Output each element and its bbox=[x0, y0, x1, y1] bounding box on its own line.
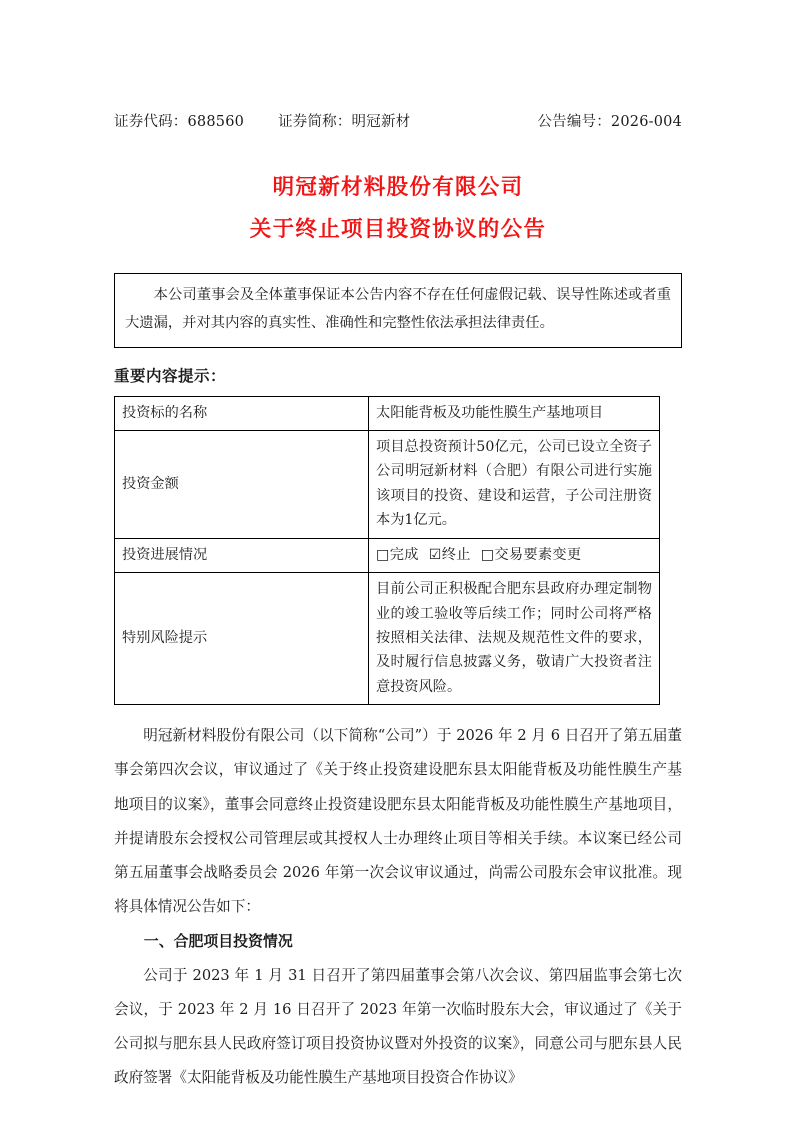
row-value-progress bbox=[369, 538, 660, 572]
table-row bbox=[115, 396, 660, 430]
row-value-amount: 项目总投资预计50亿元，公司已设立全资子公司明冠新材料（合肥）有限公司进行实施该项目的投资、建设和运营，子公司注册资本为1亿元。 bbox=[369, 431, 660, 539]
row-label-risk: 特别风险提示 bbox=[115, 573, 369, 705]
title-line-company: 明冠新材料股份有限公司 bbox=[272, 175, 524, 200]
document-body bbox=[114, 719, 682, 1095]
bulletin-number: 公告编号：2026-004 bbox=[537, 114, 682, 130]
title-line-subject: 关于终止项目投资协议的公告 bbox=[249, 216, 547, 242]
checkbox-option-complete[interactable] bbox=[376, 547, 419, 563]
section-heading-1: 一、合肥项目投资情况 bbox=[143, 932, 293, 951]
progress-options bbox=[376, 547, 581, 563]
document-header bbox=[114, 110, 682, 131]
security-code: 证券代码：688560 bbox=[114, 114, 245, 130]
row-label-target-name: 投资标的名称 bbox=[115, 396, 369, 430]
checkbox-label-elements-changed: 交易要素变更 bbox=[494, 546, 582, 563]
table-row bbox=[115, 431, 660, 539]
disclaimer-text: 本公司董事会及全体董事保证本公告内容不存在任何虚假记载、误导性陈述或者重大遗漏，并对其内容的真实性、准确性和完整性依法承担法律责任。 bbox=[125, 286, 671, 331]
checkbox-option-elements-changed[interactable] bbox=[481, 547, 582, 563]
table-row bbox=[115, 538, 660, 572]
document-page bbox=[114, 0, 682, 1096]
checkbox-box-complete[interactable]: □ bbox=[376, 546, 390, 563]
important-notice-label: 重要内容提示： bbox=[114, 366, 227, 385]
checkbox-label-complete: 完成 bbox=[389, 546, 419, 563]
checkbox-option-terminated[interactable] bbox=[429, 547, 471, 563]
row-value-target-name: 太阳能背板及功能性膜生产基地项目 bbox=[369, 396, 660, 430]
row-value-risk: 目前公司正积极配合肥东县政府办理定制物业的竣工验收等后续工作；同时公司将严格按照相关法律、法规及规范性文件的要求，及时履行信息披露义务，敬请广大投资者注意投资风险。 bbox=[369, 573, 660, 705]
checkbox-label-terminated: 终止 bbox=[441, 546, 471, 563]
disclaimer-box bbox=[114, 273, 682, 348]
checkbox-box-elements-changed[interactable]: □ bbox=[480, 546, 495, 563]
document-title bbox=[114, 167, 682, 251]
table-row bbox=[115, 573, 660, 705]
checkbox-box-terminated[interactable]: ☑ bbox=[428, 546, 442, 563]
security-abbreviation: 证券简称：明冠新材 bbox=[278, 114, 411, 130]
body-paragraph-2: 公司于 2023 年 1 月 31 日召开了第四届董事会第八次会议、第四届监事会第七次会议，于 2023 年 2 月 16 日召开了 2023 年第一次临时股东大会，审议通过了《关于公司拟与肥东县人民政府签订项目投资协议暨对外投资的议案》，同意公司与肥东县人民政府签署《太阳能背板及功能性膜生产基地项目投资合作协议》 bbox=[114, 966, 682, 1087]
row-label-amount: 投资金额 bbox=[115, 431, 369, 539]
body-paragraph-1: 明冠新材料股份有限公司（以下简称“公司”）于 2026 年 2 月 6 日召开了第五届董事会第四次会议，审议通过了《关于终止投资建设肥东县太阳能背板及功能性膜生产基地项目的议案》，董事会同意终止投资建设肥东县太阳能背板及功能性膜生产基地项目，并提请股东会授权公司管理层或其授权人士办理终止项目等相关手续。本议案已经公司第五届董事会战略委员会 2026 年第一次会议审议通过，尚需公司股东会审议批准。现将具体情况公告如下： bbox=[114, 727, 682, 915]
row-label-progress: 投资进展情况 bbox=[115, 538, 369, 572]
investment-summary-table bbox=[114, 396, 660, 706]
